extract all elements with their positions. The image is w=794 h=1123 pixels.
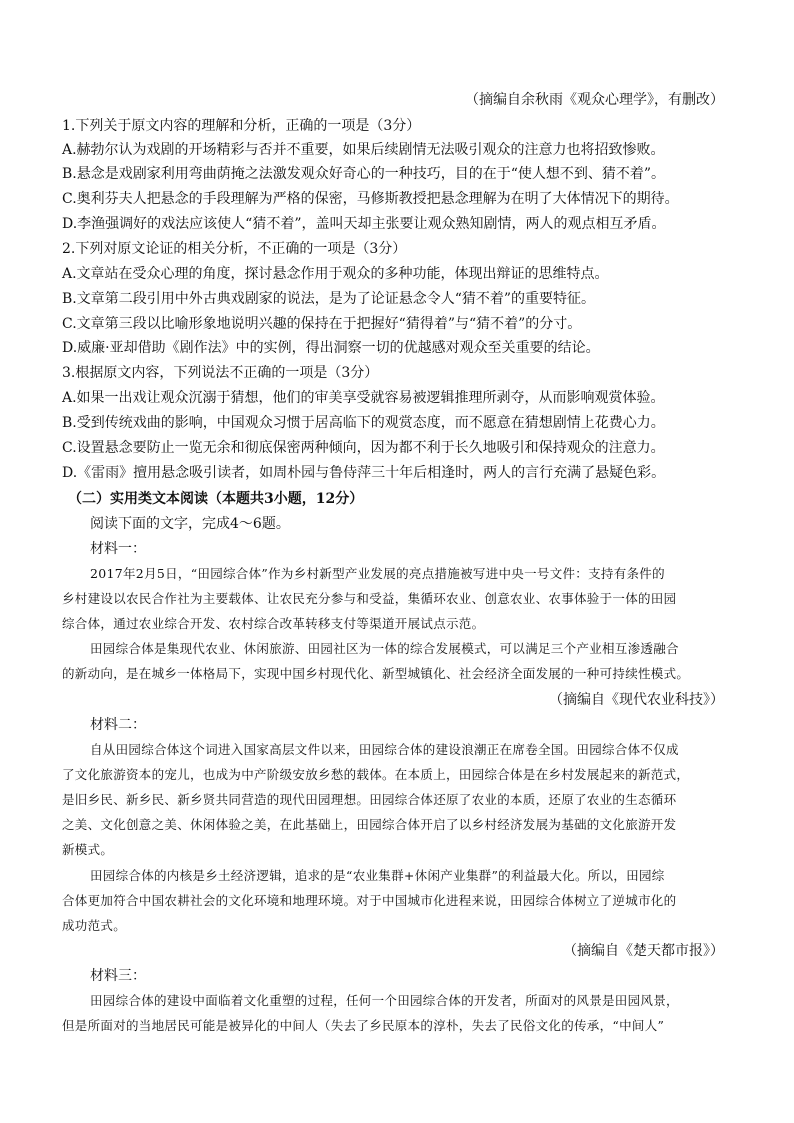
question-2-stem: 2.下列对原文论证的相关分析，不正确的一项是（3分） [62, 241, 407, 257]
material-1-label: 材料一： [90, 541, 146, 557]
question-2-option-d: D.威廉·亚却借助《剧作法》中的实例，得出洞察一切的优越感对观众至关重要的结论。 [62, 340, 600, 356]
question-3-option-c: C.设置悬念要防止一览无余和彻底保密两种倾向，因为都不利于长久地吸引和保持观众的注意力。 [62, 440, 665, 456]
question-1-option-c: C.奥利芬夫人把悬念的手段理解为严格的保密，马修斯教授把悬念理解为在明了大体情况下的期待。 [62, 191, 679, 207]
material-2-line: 成功范式。 [62, 918, 127, 933]
question-3-option-d: D.《雷雨》擅用悬念吸引读者，如周朴园与鲁侍萍三十年后相逢时，两人的言行充满了悬疑色彩。 [62, 465, 666, 481]
material-2-line: 田园综合体的内核是乡土经济逻辑，追求的是“农业集群+休闲产业集群”的利益最大化。所以，田园综 [90, 868, 665, 883]
material-1-line: 的新动向，是在城乡一体格局下，实现中国乡村现代化、新型城镇化、社会经济全面发展的一种可持续性模式。 [62, 666, 690, 681]
question-1-option-d: D.李渔强调好的戏法应该使人“猜不着”，盖叫天却主张要让观众熟知剧情，两人的观点相互矛盾。 [62, 216, 666, 232]
material-2-line: 新模式。 [62, 842, 114, 857]
question-3-option-b: B.受到传统戏曲的影响，中国观众习惯于居高临下的观赏态度，而不愿意在猜想剧情上花费心力。 [62, 415, 665, 431]
material-1-line: 田园综合体是集现代农业、休闲旅游、田园社区为一体的综合发展模式，可以满足三个产业相互渗透融合 [90, 641, 679, 656]
material-2-source: （摘编自《楚天都市报》） [563, 943, 724, 959]
material-2-line: 自从田园综合体这个词进入国家高层文件以来，田园综合体的建设浪潮正在席卷全国。田园综合体不仅成 [90, 742, 679, 757]
material-2-label: 材料二： [90, 717, 146, 733]
material-2-line: 了文化旅游资本的宠儿，也成为中产阶级安放乡愁的载体。在本质上，田园综合体是在乡村发展起来的新范式， [62, 767, 690, 782]
question-3-stem: 3.根据原文内容，下列说法不正确的一项是（3分） [62, 365, 379, 381]
material-2-line: 之美、文化创意之美、休闲体验之美，在此基础上，田园综合体开启了以乡村经济发展为基础的文化旅游开发 [62, 817, 677, 832]
question-2-option-b: B.文章第二段引用中外古典戏剧家的说法，是为了论证悬念令人“猜不着”的重要特征。 [62, 291, 596, 307]
material-1-line: 乡村建设以农民合作社为主要载体、让农民充分参与和受益，集循环农业、创意农业、农事体验于一体的田园 [62, 591, 677, 606]
material-3-line: 田园综合体的建设中面临着文化重塑的过程，任何一个田园综合体的开发者，所面对的风景是田园风景， [90, 993, 679, 1008]
material-1-source: （摘编自《现代农业科技》） [549, 692, 724, 708]
section-2-title: （二）实用类文本阅读（本题共3小题，12分） [68, 491, 364, 507]
question-1-stem: 1.下列关于原文内容的理解和分析，正确的一项是（3分） [62, 118, 421, 134]
question-2-option-c: C.文章第三段以比喻形象地说明兴趣的保持在于把握好“猜得着”与“猜不着”的分寸。 [62, 316, 582, 332]
section-2-instruction: 阅读下面的文字，完成4～6题。 [90, 516, 290, 532]
material-1-line: 综合体，通过农业综合开发、农村综合改革转移支付等渠道开展试点示范。 [62, 616, 485, 631]
material-2-line: 是旧乡民、新乡民、新乡贤共同营造的现代田园理想。田园综合体还原了农业的本质，还原了农业的生态循环 [62, 792, 677, 807]
material-1-line: 2017年2月5日，“田园综合体”作为乡村新型产业发展的亮点措施被写进中央一号文件：支持有条件的 [90, 566, 665, 581]
material-3-label: 材料三： [90, 968, 146, 984]
material-2-line: 合体更加符合中国农耕社会的文化环境和地理环境。对于中国城市化进程来说，田园综合体树立了逆城市化的 [62, 893, 677, 908]
question-1-option-a: A.赫勃尔认为戏剧的开场精彩与否并不重要，如果后续剧情无法吸引观众的注意力也将招致惨败。 [62, 142, 665, 158]
question-2-option-a: A.文章站在受众心理的角度，探讨悬念作用于观众的多种功能，体现出辩证的思维特点。 [62, 266, 609, 282]
source-citation-1: （摘编自余秋雨《观众心理学》，有删改） [465, 92, 724, 108]
question-3-option-a: A.如果一出戏让观众沉溺于猜想，他们的审美享受就容易被逻辑推理所剥夺，从而影响观赏体验。 [62, 390, 665, 406]
material-3-line: 但是所面对的当地居民可能是被异化的中间人（失去了乡民原本的淳朴，失去了民俗文化的传承，“中间人” [62, 1018, 665, 1033]
question-1-option-b: B.悬念是戏剧家利用弯曲荫掩之法激发观众好奇心的一种技巧，目的在于“使人想不到、猜不着”。 [62, 166, 666, 182]
